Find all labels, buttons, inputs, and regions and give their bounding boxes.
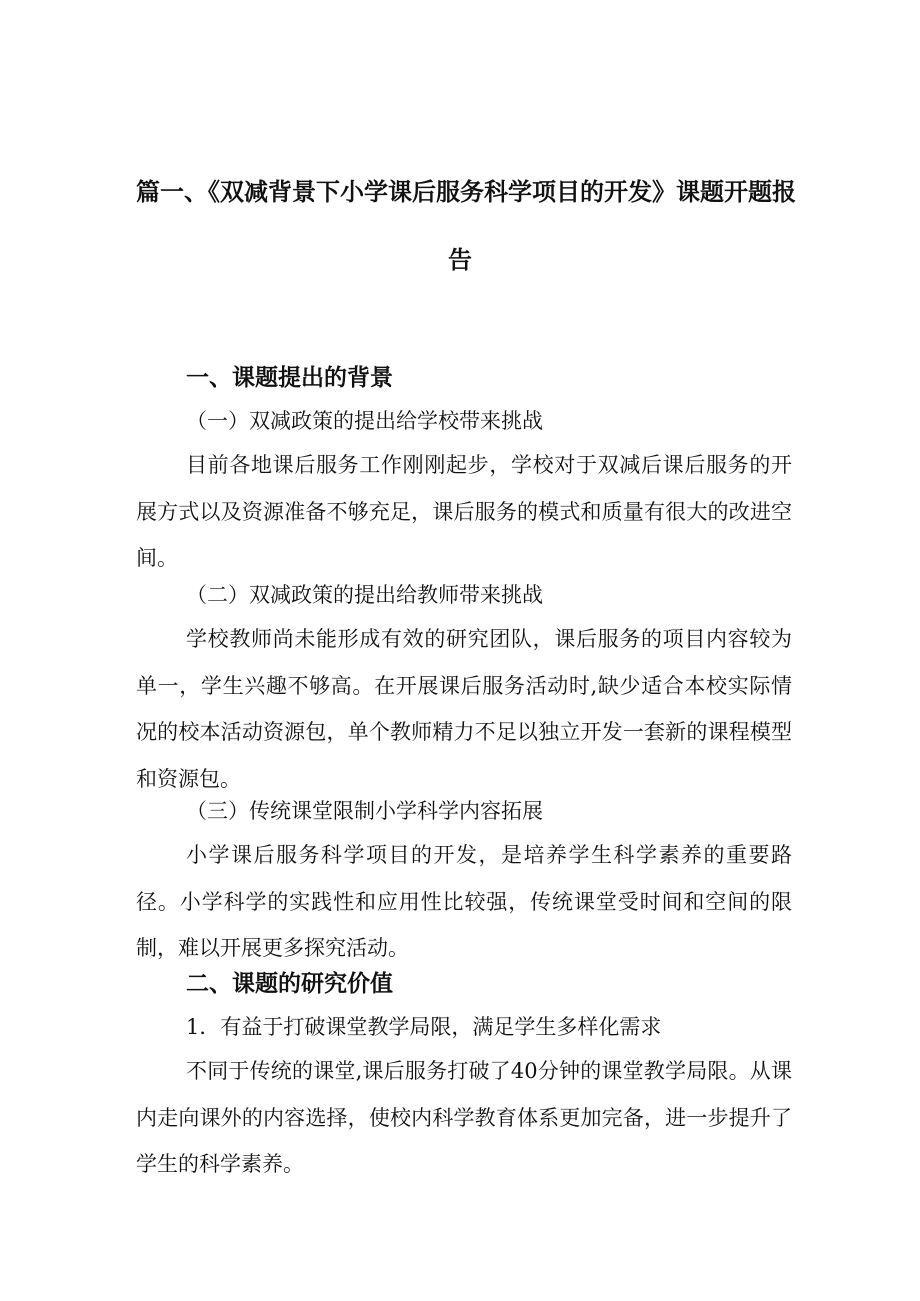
section-2-subheading-1: 1．有益于打破课堂教学局限，满足学生多样化需求	[186, 1015, 662, 1039]
document-title-line-1: 篇一、《双减背景下小学课后服务科学项目的开发》课题开题报	[136, 178, 796, 206]
document-title-line-2: 告	[448, 246, 472, 274]
section-1-subheading-1: （一）双减政策的提出给学校带来挑战	[186, 409, 543, 433]
section-1-heading: 一、课题提出的背景	[186, 365, 393, 391]
section-2-heading: 二、课题的研究价值	[186, 971, 393, 997]
section-1-paragraph-2: 学校教师尚未能形成有效的研究团队，课后服务的项目内容较为单一，学生兴趣不够高。在开展课后服务活动时,缺少适合本校实际情况的校本活动资源包，单个教师精力不足以独立开发一套新的课程模型和资源包。	[136, 627, 792, 791]
section-2-paragraph-1: 不同于传统的课堂,课后服务打破了40分钟的课堂教学局限。从课内走向课外的内容选择，使校内科学教育体系更加完备，进一步提升了学生的科学素养。	[136, 1059, 792, 1176]
section-1-subheading-3: （三）传统课堂限制小学科学内容拓展	[186, 799, 543, 823]
section-1-subheading-2: （二）双减政策的提出给教师带来挑战	[186, 583, 543, 607]
section-1-paragraph-1: 目前各地课后服务工作刚刚起步，学校对于双减后课后服务的开展方式以及资源准备不够充足，课后服务的模式和质量有很大的改进空间。	[136, 453, 792, 570]
section-1-paragraph-3: 小学课后服务科学项目的开发，是培养学生科学素养的重要路径。小学科学的实践性和应用性比较强，传统课堂受时间和空间的限制，难以开展更多探究活动。	[136, 843, 792, 960]
